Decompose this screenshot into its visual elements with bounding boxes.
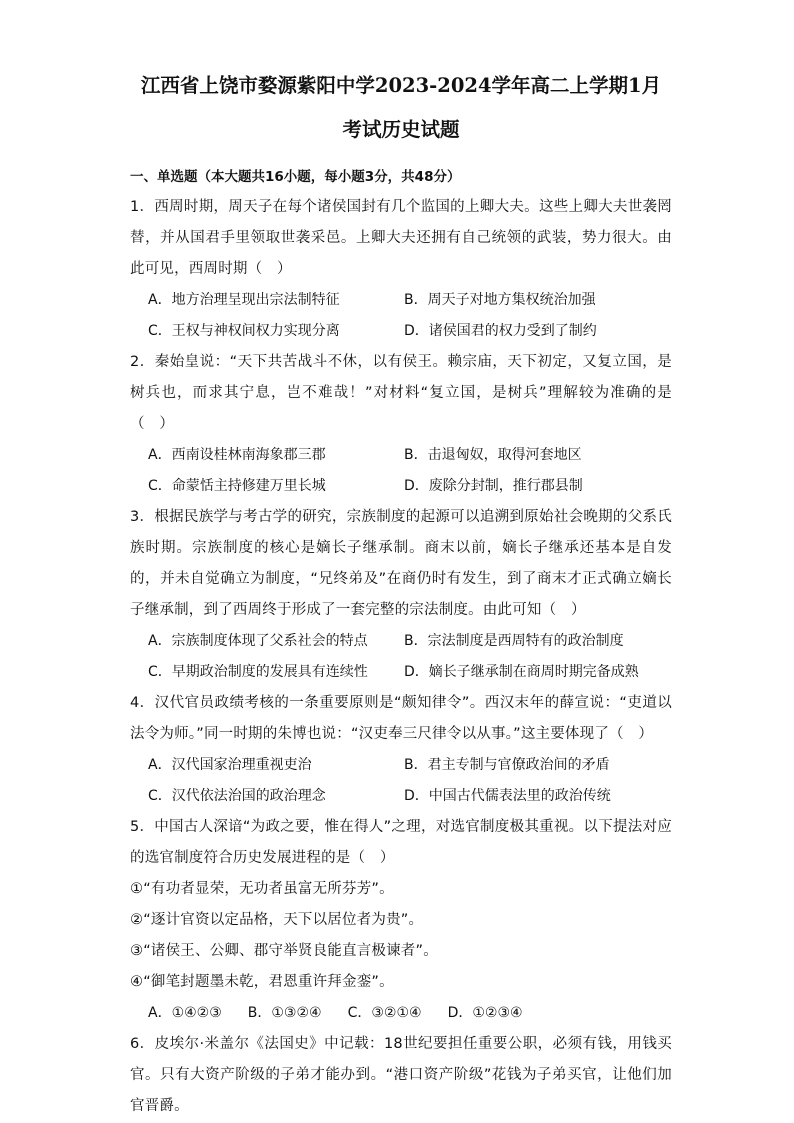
question-options — [130, 440, 672, 502]
option-a[interactable]: A．汉代国家治理重视吏治 — [148, 757, 312, 773]
question-2 — [130, 347, 672, 502]
option-c[interactable]: C．汉代依法治国的政治理念 — [148, 788, 326, 804]
question-4 — [130, 688, 672, 812]
question-options — [130, 750, 672, 812]
question-stem: 2．秦始皇说：“天下共苦战斗不休，以有侯王。赖宗庙，天下初定，又复立国，是树兵也，而求其宁息，岂不难哉！”对材料“复立国，是树兵”理解较为准确的是（ ） — [130, 354, 672, 432]
option-d[interactable]: D．诸侯国君的权力受到了制约 — [404, 323, 597, 339]
option-d[interactable]: D．嫡长子继承制在商周时期完备成熟 — [404, 664, 639, 680]
question-options — [130, 285, 672, 347]
question-stem: 6．皮埃尔·米盖尔《法国史》中记载：18世纪要担任重要公职，必须有钱，用钱买官。只有大资产阶级的子弟才能办到。“港口资产阶级”花钱为子弟买官，让他们加官晋爵。 — [130, 1036, 672, 1114]
question-3 — [130, 502, 672, 688]
question-6 — [130, 1029, 672, 1122]
option-b[interactable]: B．君主专制与官僚政治间的矛盾 — [404, 757, 610, 773]
option-a[interactable]: A．地方治理呈现出宗法制特征 — [148, 292, 340, 308]
option-c[interactable]: C．王权与神权间权力实现分离 — [148, 323, 340, 339]
question-5 — [130, 812, 672, 1029]
option-d[interactable]: D．①②③④ — [447, 1005, 523, 1021]
statement-3: ③“诸侯王、公卿、郡守举贤良能直言极谏者”。 — [130, 943, 438, 959]
question-1 — [130, 192, 672, 347]
question-stem: 1．西周时期，周天子在每个诸侯国封有几个监国的上卿大夫。这些上卿大夫世袭罔替，并从国君手里领取世袭采邑。上卿大夫还拥有自己统领的武装，势力很大。由此可见，西周时期（ ） — [130, 199, 672, 277]
option-b[interactable]: B．①③②④ — [247, 1005, 322, 1021]
option-c[interactable]: C．早期政治制度的发展具有连续性 — [148, 664, 368, 680]
question-stem: 3．根据民族学与考古学的研究，宗族制度的起源可以追溯到原始社会晚期的父系氏族时期。宗族制度的核心是嫡长子继承制。商末以前，嫡长子继承还基本是自发的，并未自觉确立为制度，“兄终弟及”在商仍时有发生，到了商末才正式确立嫡长子继承制，到了西周终于形成了一套完整的宗法制度。由此可知（ ） — [130, 509, 672, 618]
option-c[interactable]: C．③②①④ — [347, 1005, 422, 1021]
statement-4: ④“御笔封题墨未乾，君恩重许拜金銮”。 — [130, 974, 394, 990]
question-options — [130, 626, 672, 688]
option-a[interactable]: A．宗族制度体现了父系社会的特点 — [148, 633, 368, 649]
statement-2: ②“逐计官资以定品格，天下以居位者为贵”。 — [130, 912, 424, 928]
option-b[interactable]: B．周天子对地方集权统治加强 — [404, 292, 596, 308]
question-stem: 4．汉代官员政绩考核的一条重要原则是“颇知律令”。西汉末年的薛宣说：“吏道以法令为师。”同一时期的朱博也说：“汉吏奉三尺律令以从事。”这主要体现了（ ） — [130, 695, 672, 742]
option-a[interactable]: A．①④②③ — [148, 1005, 222, 1021]
option-b[interactable]: B．宗法制度是西周特有的政治制度 — [404, 633, 624, 649]
question-stem: 5．中国古人深谙“为政之要，惟在得人”之理，对选官制度极其重视。以下提法对应的选官制度符合历史发展进程的是（ ） — [130, 819, 672, 866]
option-d[interactable]: D．中国古代儒表法里的政治传统 — [404, 788, 611, 804]
section-heading: 一、单选题（本大题共16小题，每小题3分，共48分） — [130, 169, 461, 185]
statement-1: ①“有功者显荣，无功者虽富无所芬芳”。 — [130, 881, 394, 897]
option-a[interactable]: A．西南设桂林南海象郡三郡 — [148, 447, 326, 463]
exam-title-line1: 江西省上饶市婺源紫阳中学2023-2024学年高二上学期1月 — [140, 74, 662, 97]
question-options — [130, 998, 672, 1029]
option-d[interactable]: D．废除分封制，推行郡县制 — [404, 478, 583, 494]
exam-title-line2: 考试历史试题 — [342, 118, 460, 141]
option-b[interactable]: B．击退匈奴，取得河套地区 — [404, 447, 582, 463]
option-c[interactable]: C．命蒙恬主持修建万里长城 — [148, 478, 326, 494]
